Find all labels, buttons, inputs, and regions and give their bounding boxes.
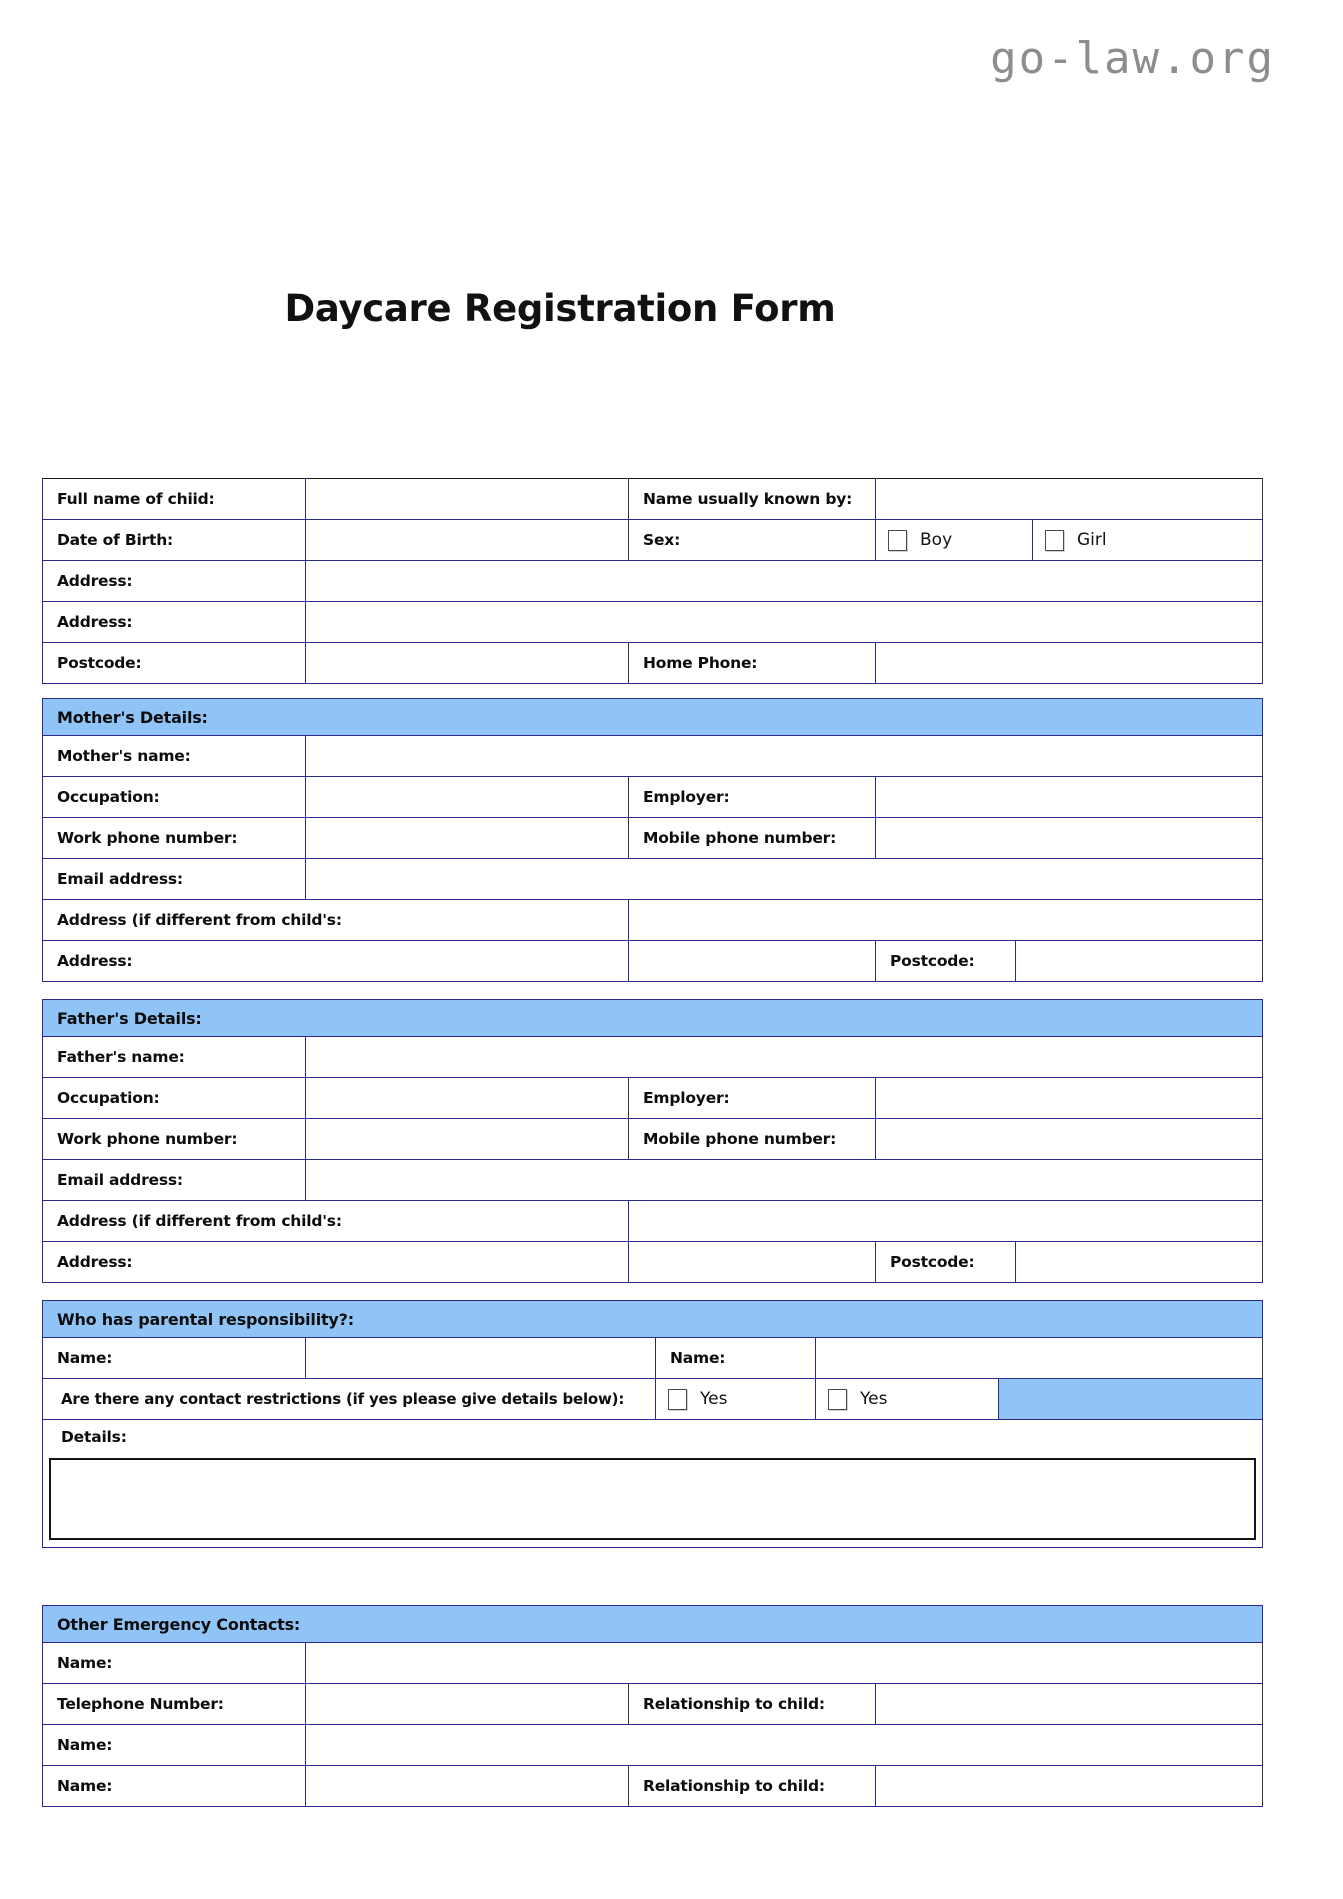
field-input-emergency-name-3[interactable] bbox=[306, 1766, 629, 1807]
section-header-father: Father's Details: bbox=[43, 1000, 1263, 1037]
table-row bbox=[43, 1420, 1263, 1455]
field-label-mother-email: Email address: bbox=[43, 859, 306, 900]
table-row bbox=[43, 1684, 1263, 1725]
field-input-mother-address[interactable] bbox=[629, 941, 876, 982]
field-input-emergency-relationship-2[interactable] bbox=[876, 1766, 1263, 1807]
field-input-mother-employer[interactable] bbox=[876, 777, 1263, 818]
field-label-parental-name-2: Name: bbox=[656, 1338, 816, 1379]
field-input-postcode[interactable] bbox=[306, 643, 629, 684]
field-label-father-name: Father's name: bbox=[43, 1037, 306, 1078]
field-input-parental-name-1[interactable] bbox=[306, 1338, 656, 1379]
field-input-mother-postcode[interactable] bbox=[1016, 941, 1263, 982]
table-row bbox=[43, 1078, 1263, 1119]
mothers-details-table bbox=[42, 698, 1263, 982]
emergency-contacts-table bbox=[42, 1605, 1263, 1807]
field-label-dob: Date of Birth: bbox=[43, 520, 306, 561]
table-row bbox=[43, 479, 1263, 520]
checkbox-label-girl: Girl bbox=[1077, 530, 1107, 550]
checkbox-cell-restriction-1[interactable] bbox=[656, 1379, 816, 1420]
section-header-row bbox=[43, 699, 1263, 736]
field-input-mother-mobile[interactable] bbox=[876, 818, 1263, 859]
field-input-address-2[interactable] bbox=[306, 602, 1263, 643]
field-input-full-name[interactable] bbox=[306, 479, 629, 520]
table-row bbox=[43, 1201, 1263, 1242]
checkbox-label-restriction-2: Yes bbox=[860, 1389, 888, 1409]
table-row bbox=[43, 602, 1263, 643]
field-input-mother-name[interactable] bbox=[306, 736, 1263, 777]
field-input-father-occupation[interactable] bbox=[306, 1078, 629, 1119]
checkbox-cell-boy[interactable] bbox=[876, 520, 1033, 561]
field-input-emergency-telephone[interactable] bbox=[306, 1684, 629, 1725]
field-input-father-postcode[interactable] bbox=[1016, 1242, 1263, 1283]
checkbox-icon-girl[interactable] bbox=[1045, 530, 1064, 551]
field-label-father-email: Email address: bbox=[43, 1160, 306, 1201]
field-label-contact-restrictions: Are there any contact restrictions (if yes please give details below): bbox=[43, 1379, 656, 1420]
table-row bbox=[43, 736, 1263, 777]
field-label-father-mobile: Mobile phone number: bbox=[629, 1119, 876, 1160]
field-label-father-occupation: Occupation: bbox=[43, 1078, 306, 1119]
field-input-known-by[interactable] bbox=[876, 479, 1263, 520]
table-row bbox=[43, 777, 1263, 818]
table-row bbox=[43, 520, 1263, 561]
field-label-father-address: Address: bbox=[43, 1242, 629, 1283]
section-header-mother: Mother's Details: bbox=[43, 699, 1263, 736]
table-row bbox=[43, 859, 1263, 900]
table-row bbox=[43, 1766, 1263, 1807]
section-header-parental: Who has parental responsibility?: bbox=[43, 1301, 1263, 1338]
field-label-mother-name: Mother's name: bbox=[43, 736, 306, 777]
table-row bbox=[43, 1119, 1263, 1160]
field-label-postcode: Postcode: bbox=[43, 643, 306, 684]
field-input-emergency-relationship-1[interactable] bbox=[876, 1684, 1263, 1725]
checkbox-cell-restriction-2[interactable] bbox=[816, 1379, 999, 1420]
table-row bbox=[43, 1338, 1263, 1379]
blue-filler-cell bbox=[999, 1379, 1263, 1420]
table-row bbox=[43, 1160, 1263, 1201]
field-label-father-work-phone: Work phone number: bbox=[43, 1119, 306, 1160]
field-label-known-by: Name usually known by: bbox=[629, 479, 876, 520]
field-label-home-phone: Home Phone: bbox=[629, 643, 876, 684]
field-input-father-address[interactable] bbox=[629, 1242, 876, 1283]
section-header-row bbox=[43, 1000, 1263, 1037]
table-row bbox=[43, 900, 1263, 941]
field-input-dob[interactable] bbox=[306, 520, 629, 561]
field-label-address-2: Address: bbox=[43, 602, 306, 643]
details-textarea[interactable] bbox=[49, 1458, 1256, 1540]
field-input-father-alt-address[interactable] bbox=[629, 1201, 1263, 1242]
field-input-father-email[interactable] bbox=[306, 1160, 1263, 1201]
page-title: Daycare Registration Form bbox=[284, 287, 836, 330]
field-label-details: Details: bbox=[43, 1420, 1263, 1455]
fathers-details-table bbox=[42, 999, 1263, 1283]
field-label-emergency-relationship-2: Relationship to child: bbox=[629, 1766, 876, 1807]
checkbox-icon-restriction-1[interactable] bbox=[668, 1389, 687, 1410]
table-row bbox=[43, 1242, 1263, 1283]
table-row bbox=[43, 1454, 1263, 1548]
field-label-father-alt-address: Address (if different from child's: bbox=[43, 1201, 629, 1242]
field-label-mother-postcode: Postcode: bbox=[876, 941, 1016, 982]
field-label-emergency-name-3: Name: bbox=[43, 1766, 306, 1807]
field-label-full-name: Full name of chiid: bbox=[43, 479, 306, 520]
checkbox-icon-restriction-2[interactable] bbox=[828, 1389, 847, 1410]
checkbox-label-boy: Boy bbox=[920, 530, 953, 550]
section-header-emergency: Other Emergency Contacts: bbox=[43, 1606, 1263, 1643]
field-label-emergency-name-1: Name: bbox=[43, 1643, 306, 1684]
table-row bbox=[43, 1379, 1263, 1420]
field-label-mother-mobile: Mobile phone number: bbox=[629, 818, 876, 859]
field-label-father-employer: Employer: bbox=[629, 1078, 876, 1119]
field-label-mother-work-phone: Work phone number: bbox=[43, 818, 306, 859]
field-input-mother-occupation[interactable] bbox=[306, 777, 629, 818]
field-input-address-1[interactable] bbox=[306, 561, 1263, 602]
section-header-row bbox=[43, 1301, 1263, 1338]
checkbox-label-restriction-1: Yes bbox=[700, 1389, 728, 1409]
field-label-sex: Sex: bbox=[629, 520, 876, 561]
field-label-emergency-name-2: Name: bbox=[43, 1725, 306, 1766]
site-watermark: go-law.org bbox=[990, 33, 1275, 84]
field-input-home-phone[interactable] bbox=[876, 643, 1263, 684]
table-row bbox=[43, 1725, 1263, 1766]
section-header-row bbox=[43, 1606, 1263, 1643]
table-row bbox=[43, 818, 1263, 859]
field-label-father-postcode: Postcode: bbox=[876, 1242, 1016, 1283]
field-input-emergency-name-2[interactable] bbox=[306, 1725, 1263, 1766]
table-row bbox=[43, 1037, 1263, 1078]
table-row bbox=[43, 561, 1263, 602]
field-label-address-1: Address: bbox=[43, 561, 306, 602]
field-label-mother-employer: Employer: bbox=[629, 777, 876, 818]
field-input-mother-alt-address[interactable] bbox=[629, 900, 1263, 941]
field-input-mother-work-phone[interactable] bbox=[306, 818, 629, 859]
field-label-mother-occupation: Occupation: bbox=[43, 777, 306, 818]
field-input-parental-name-2[interactable] bbox=[816, 1338, 1263, 1379]
field-label-parental-name-1: Name: bbox=[43, 1338, 306, 1379]
field-label-emergency-relationship-1: Relationship to child: bbox=[629, 1684, 876, 1725]
checkbox-cell-girl[interactable] bbox=[1033, 520, 1263, 561]
field-input-father-employer[interactable] bbox=[876, 1078, 1263, 1119]
parental-responsibility-table bbox=[42, 1300, 1263, 1548]
field-label-mother-alt-address: Address (if different from child's: bbox=[43, 900, 629, 941]
field-label-emergency-telephone: Telephone Number: bbox=[43, 1684, 306, 1725]
field-input-mother-email[interactable] bbox=[306, 859, 1263, 900]
checkbox-icon-boy[interactable] bbox=[888, 530, 907, 551]
field-input-father-work-phone[interactable] bbox=[306, 1119, 629, 1160]
field-input-father-name[interactable] bbox=[306, 1037, 1263, 1078]
field-input-father-mobile[interactable] bbox=[876, 1119, 1263, 1160]
field-input-emergency-name-1[interactable] bbox=[306, 1643, 1263, 1684]
details-cell bbox=[43, 1454, 1263, 1548]
table-row bbox=[43, 643, 1263, 684]
field-label-mother-address: Address: bbox=[43, 941, 629, 982]
table-row bbox=[43, 941, 1263, 982]
child-details-table bbox=[42, 478, 1263, 684]
table-row bbox=[43, 1643, 1263, 1684]
